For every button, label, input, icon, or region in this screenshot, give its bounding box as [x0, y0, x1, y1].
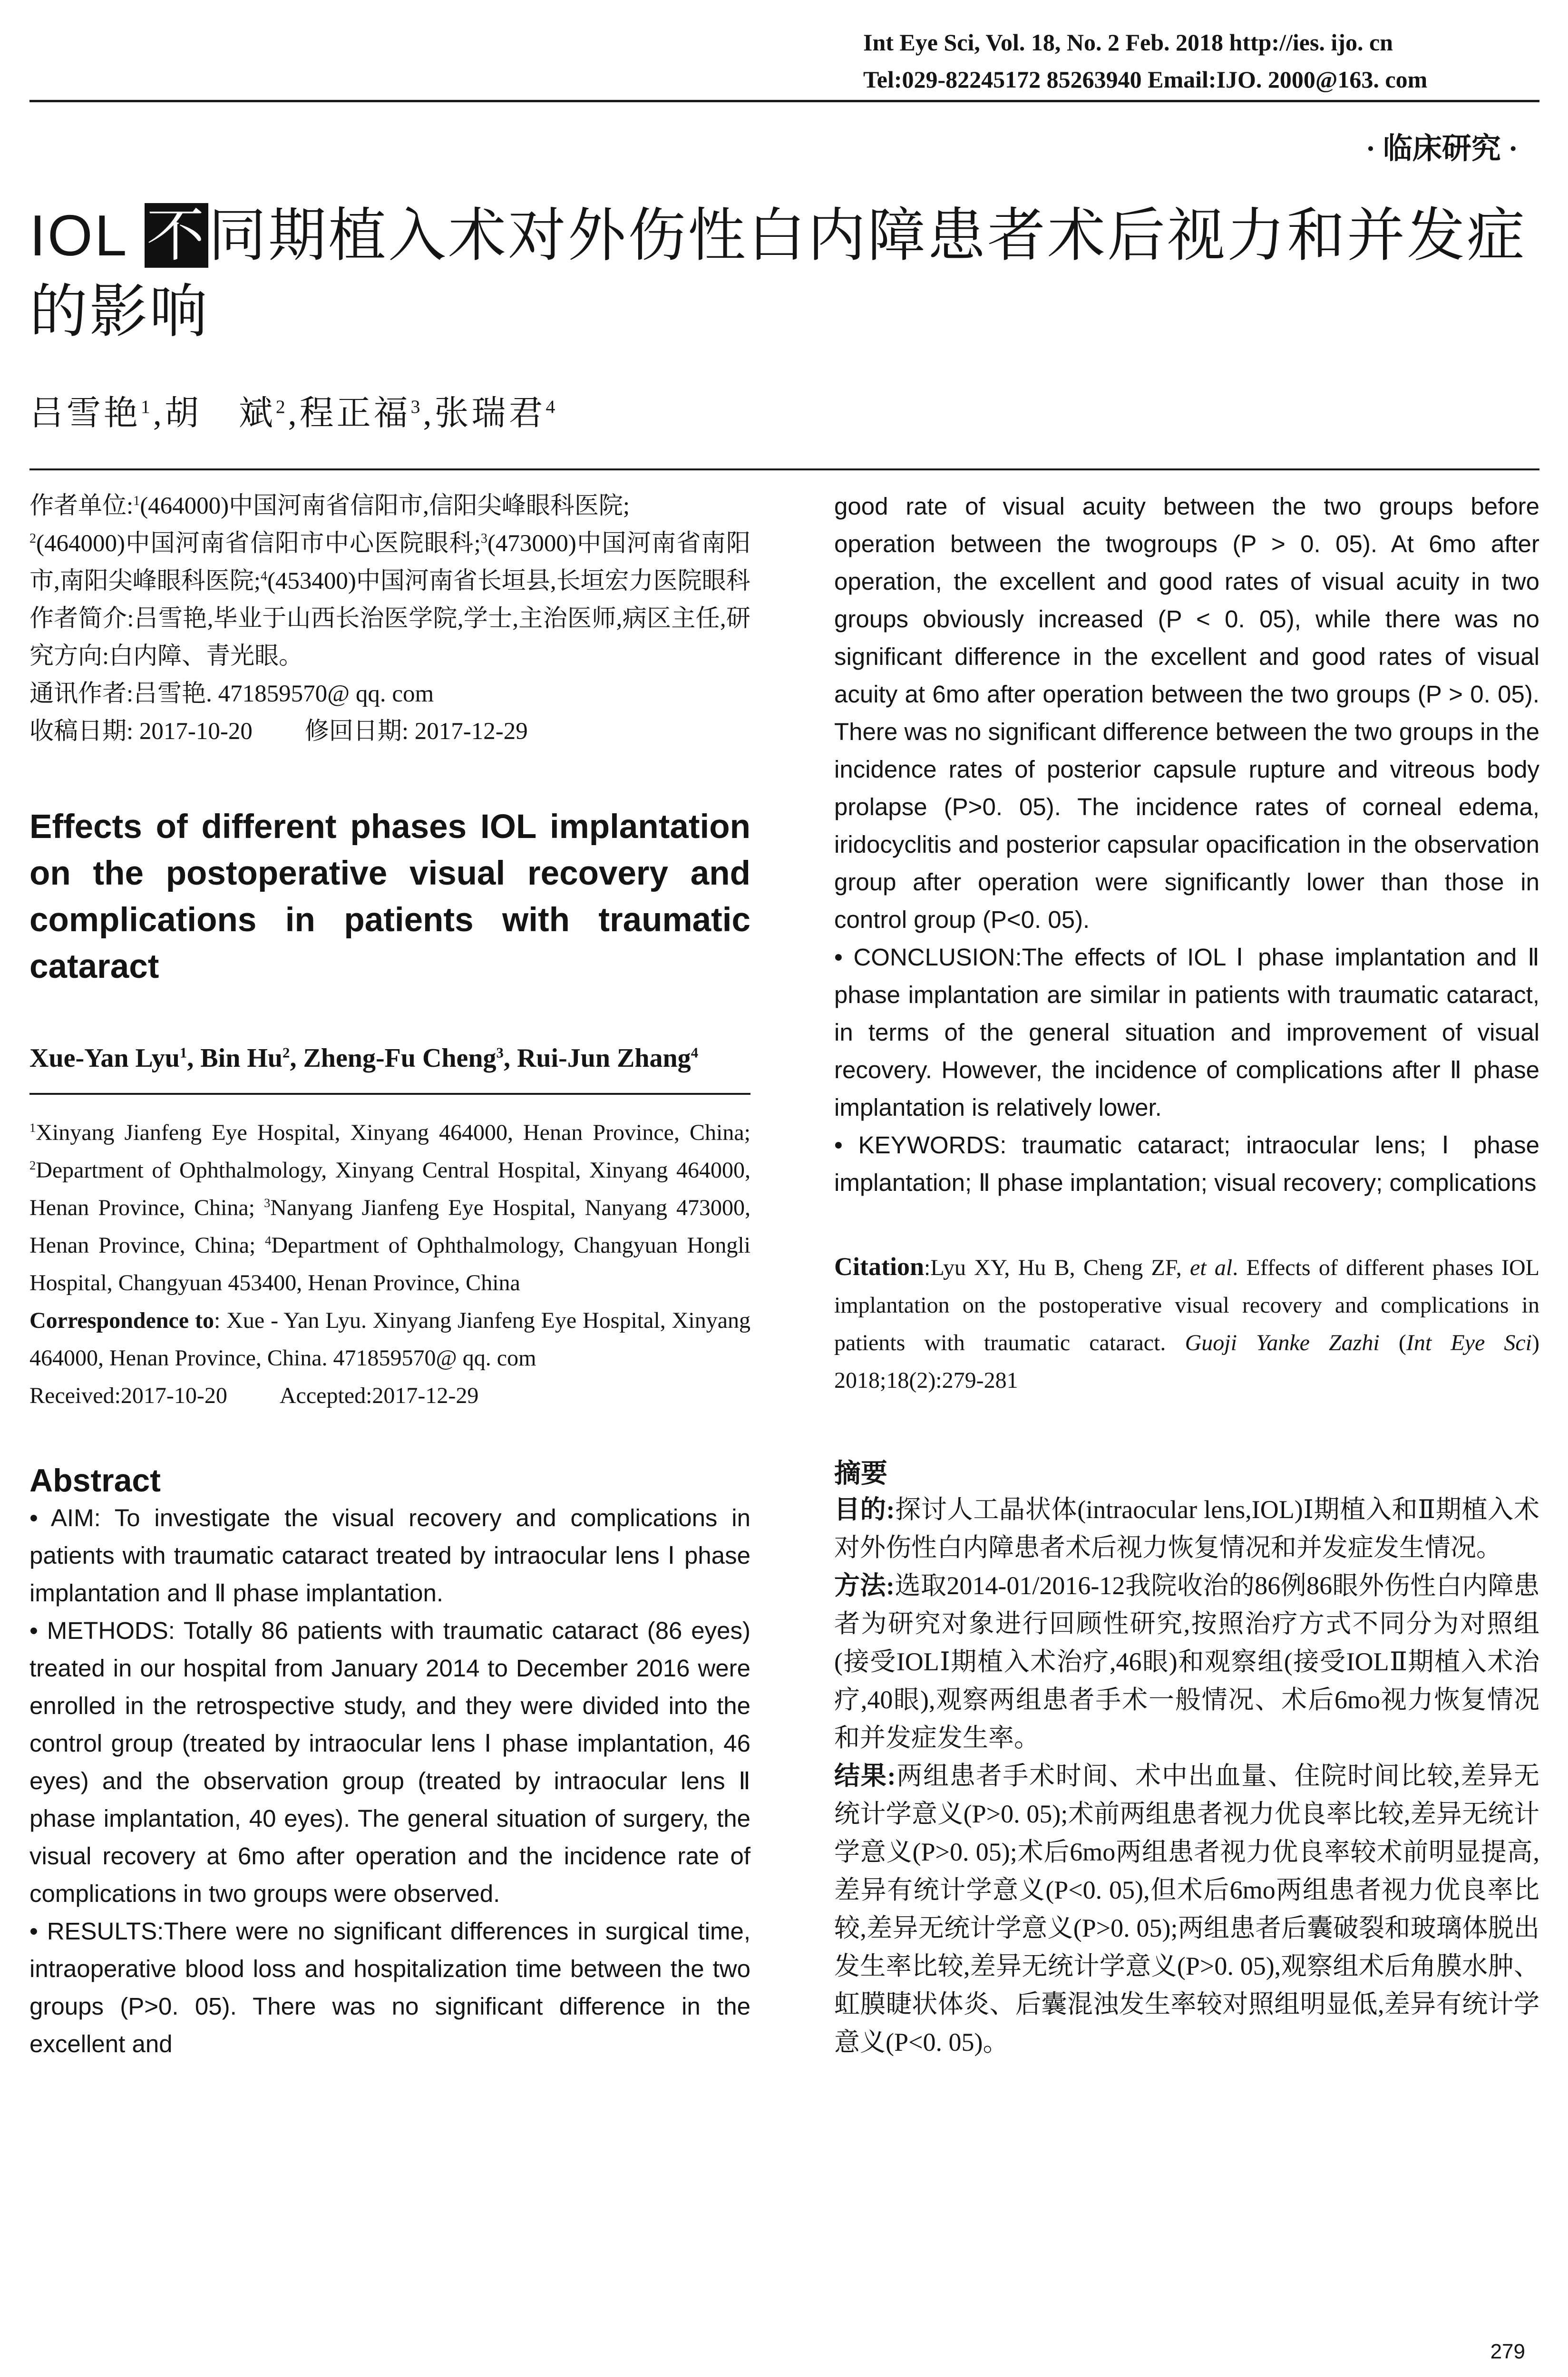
cn-author-sep: , [153, 394, 165, 432]
unit-3-sup: 3 [480, 531, 487, 546]
correspondence-text: : Xue - Yan Lyu. Xinyang Jianfeng Eye Hospital, Xinyang 464000, Henan Province, China. 471859570@ qq. com [29, 1308, 750, 1371]
citation-journal-abbr: Int Eye Sci [1406, 1330, 1532, 1355]
cn-abstract-aim [834, 1490, 1539, 1567]
en-author-3-sup: 3 [496, 1044, 504, 1061]
section-tag: · 临床研究 · [1365, 133, 1518, 165]
title-block-rule [29, 468, 1539, 470]
en-author-1-sup: 1 [179, 1044, 187, 1061]
aff-1: Xinyang Jianfeng Eye Hospital, Xinyang 464000, Henan Province, China; [36, 1120, 750, 1145]
en-author-sep: , [503, 1043, 517, 1073]
methods-text: Totally 86 patients with traumatic cataract (86 eyes) treated in our hospital from January 2014 to December 2016 were enrolled in the retrospective study, and they were divided into the control group (treated by intraocular lens Ⅰ phase implantation, 46 eyes) and the observation group (treated by intraocular lens Ⅱ phase implantation, 40 eyes). The general situation of surgery, the visual recovery at 6mo after operation and the incidence rate of complications in two groups were observed. [29, 1617, 750, 1907]
citation-title: . Effects of different phases IOL implantation on the postoperative visual recovery and complications in patients with traumatic cataract. [834, 1255, 1539, 1355]
english-title: Effects of different phases IOL implantation on the postoperative visual recovery and complications in patients with traumatic cataract [29, 808, 750, 985]
citation-etal: et al [1190, 1255, 1233, 1280]
cn-author-sep: , [288, 394, 300, 432]
unit-1-sup: 1 [133, 494, 140, 508]
cn-author-3: 程正福 [299, 394, 411, 432]
corresponding-author: 通讯作者:吕雪艳. 471859570@ qq. com [29, 681, 434, 707]
en-author-4: Rui-Jun Zhang [516, 1043, 691, 1073]
aff-4: Department of Ophthalmology, Changyuan Hongli Hospital, Changyuan 453400, Henan Province, China [29, 1233, 751, 1296]
cn-author-3-sup: 3 [410, 396, 423, 417]
page-number: 279 [1490, 2340, 1525, 2363]
citation-journal: Guoji Yanke Zazhi [1185, 1330, 1380, 1355]
journal-header-line2: Tel:029-82245172 85263940 Email:IJO. 2000@163. com [863, 66, 1428, 93]
en-author-2-sup: 2 [282, 1044, 290, 1061]
article-title [29, 197, 1539, 350]
aim-text: To investigate the visual recovery and complications in patients with traumatic cataract treated by intraocular lens Ⅰ phase implantation and Ⅱ phase implantation. [29, 1504, 750, 1607]
correspondence-label: Correspondence to [29, 1308, 214, 1333]
cn-author-1: 吕雪艳 [29, 394, 141, 432]
header-rule [29, 100, 1539, 102]
aff-3-sup: 3 [264, 1196, 271, 1210]
unit-3: (473000)中国河南省南阳市,南阳尖峰眼科医院; [29, 530, 750, 594]
aff-3: Nanyang Jianfeng Eye Hospital, Nanyang 473000, Henan Province, China; [29, 1195, 751, 1258]
units-label: 作者单位: [29, 493, 134, 519]
en-author-4-sup: 4 [691, 1044, 699, 1061]
aff-4-sup: 4 [265, 1233, 272, 1247]
citation-label: Citation [834, 1252, 924, 1281]
results-text-left: There were no significant differences in surgical time, intraoperative blood loss and hospitalization time between the two groups (P>0. 05). There was no significant difference in the excellent and [29, 1918, 750, 2057]
cn-methods-text: 选取2014-01/2016-12我院收治的86例86眼外伤性白内障患者为研究对象进行回顾性研究,按照治疗方式不同分为对照组(接受IOLⅠ期植入术治疗,46眼)和观察组(接受IOLⅡ期植入术治疗,40眼),观察两组患者手术一般情况、术后6mo视力恢复情况和并发症发生率。 [834, 1571, 1540, 1752]
abstract-results [29, 1912, 750, 2063]
conclusion-text: The effects of IOL Ⅰ phase implantation and Ⅱ phase implantation are similar in patients with traumatic cataract, in terms of the general situation and improvement of visual recovery. However, the incidence of complications after Ⅱ phase implantation is relatively lower. [834, 944, 1539, 1121]
abstract-methods [29, 1612, 750, 1912]
en-author-list [29, 1038, 750, 1079]
en-author-sep: , [290, 1043, 303, 1073]
left-column [29, 487, 750, 2063]
cn-author-2: 胡 斌 [164, 394, 276, 432]
abstract-aim [29, 1499, 750, 1612]
en-author-sep: , [187, 1043, 201, 1073]
en-author-1: Xue-Yan Lyu [29, 1043, 180, 1073]
abstract-heading: Abstract [29, 1462, 161, 1499]
unit-1: (464000)中国河南省信阳市,信阳尖峰眼科医院; [140, 493, 630, 519]
abstract-results-continued: good rate of visual acuity between the two groups before operation between the twogroups (P > 0. 05). At 6mo after operation, the excellent and good rates of visual acuity in two groups obviously increased (P < 0. 05), while there was no significant difference in the excellent and good rates of visual acuity at 6mo after operation between the two groups (P > 0. 05). There was no significant difference between the two groups in the incidence rates of posterior capsule rupture and vitreous body prolapse (P>0. 05). The incidence rates of corneal edema, iridocyclitis and posterior capsular opacification in the observation group after operation were significantly lower than those in control group (P<0. 05). [834, 493, 1539, 933]
abstract-conclusion [834, 938, 1539, 1126]
keywords-text: traumatic cataract; intraocular lens; Ⅰ phase implantation; Ⅱ phase implantation; visual recovery; complications [834, 1131, 1539, 1196]
unit-4-sup: 4 [260, 569, 267, 584]
aff-1-sup: 1 [29, 1120, 36, 1135]
cn-author-list [29, 385, 558, 435]
cn-abstract-results [834, 1757, 1539, 2061]
title-rest: 同期植入术对外伤性白内障患者术后视力和并发症的影响 [29, 203, 1527, 344]
conclusion-label: • CONCLUSION: [834, 944, 1022, 971]
methods-label: • METHODS: [29, 1617, 175, 1644]
right-column [834, 487, 1539, 2061]
en-author-2: Bin Hu [200, 1043, 283, 1073]
cn-affiliations [29, 487, 750, 600]
en-author-rule [29, 1093, 750, 1095]
cn-author-sep: , [423, 394, 435, 432]
author-intro: 作者简介:吕雪艳,毕业于山西长治医学院,学士,主治医师,病区主任,研究方向:白内障、青光眼。 [29, 605, 750, 670]
cn-abstract-heading: 摘要 [834, 1459, 887, 1489]
unit-2: (464000)中国河南省信阳市中心医院眼科; [36, 530, 481, 557]
cn-aim-label: 目的: [834, 1495, 895, 1524]
cn-methods-label: 方法: [834, 1571, 895, 1600]
journal-header-line1: Int Eye Sci, Vol. 18, No. 2 Feb. 2018 http://ies. ijo. cn [863, 29, 1393, 56]
unit-2-sup: 2 [29, 531, 37, 546]
unit-4: (453400)中国河南省长垣县,长垣宏力医院眼科 [267, 568, 750, 594]
citation-authors: :Lyu XY, Hu B, Cheng ZF, [924, 1255, 1190, 1280]
keywords-label: • KEYWORDS: [834, 1131, 1007, 1159]
received-date: 收稿日期: 2017-10-20 [29, 718, 253, 745]
en-affiliations [29, 1114, 750, 1302]
citation-paren: ( [1379, 1330, 1406, 1355]
en-received: Received:2017-10-20 [29, 1383, 227, 1408]
revised-date: 修回日期: 2017-12-29 [304, 718, 528, 745]
aim-label: • AIM: [29, 1504, 101, 1531]
title-highlight: 不 [145, 203, 208, 268]
en-author-3: Zheng-Fu Cheng [303, 1043, 497, 1073]
aff-2: Department of Ophthalmology, Xinyang Central Hospital, Xinyang 464000, Henan Province, China; [29, 1158, 750, 1220]
cn-results-text: 两组患者手术时间、术中出血量、住院时间比较,差异无统计学意义(P>0. 05);术前两组患者视力优良率比较,差异无统计学意义(P>0. 05);术后6mo两组患者视力优良率较术前明显提高,差异有统计学意义(P<0. 05),但术后6mo两组患者视力优良率比较,差异无统计学意义(P>0. 05);两组患者后囊破裂和玻璃体脱出发生率比较,差异无统计学意义(P>0. 05),观察组术后角膜水肿、虹膜睫状体炎、后囊混浊发生率较对照组明显低,差异有统计学意义(P<0. 05)。 [834, 1762, 1540, 2056]
dates-line [29, 713, 750, 750]
abstract-keywords [834, 1126, 1539, 1201]
en-accepted: Accepted:2017-12-29 [279, 1383, 479, 1408]
citation [834, 1248, 1539, 1399]
cn-author-4-sup: 4 [545, 396, 558, 417]
citation-volume: ) 2018;18(2):279-281 [834, 1330, 1539, 1393]
results-label: • RESULTS: [29, 1918, 164, 1945]
cn-author-4: 张瑞君 [434, 394, 546, 432]
cn-results-label: 结果: [834, 1762, 896, 1790]
cn-author-2-sup: 2 [275, 396, 288, 417]
en-dates [29, 1377, 750, 1414]
cn-aim-text: 探讨人工晶状体(intraocular lens,IOL)Ⅰ期植入和Ⅱ期植入术对外伤性白内障患者术后视力恢复情况和并发症发生情况。 [834, 1495, 1540, 1562]
en-correspondence [29, 1302, 750, 1377]
cn-author-1-sup: 1 [141, 396, 153, 417]
title-prefix: IOL [29, 203, 145, 268]
aff-2-sup: 2 [29, 1158, 36, 1172]
cn-abstract-methods [834, 1567, 1539, 1757]
